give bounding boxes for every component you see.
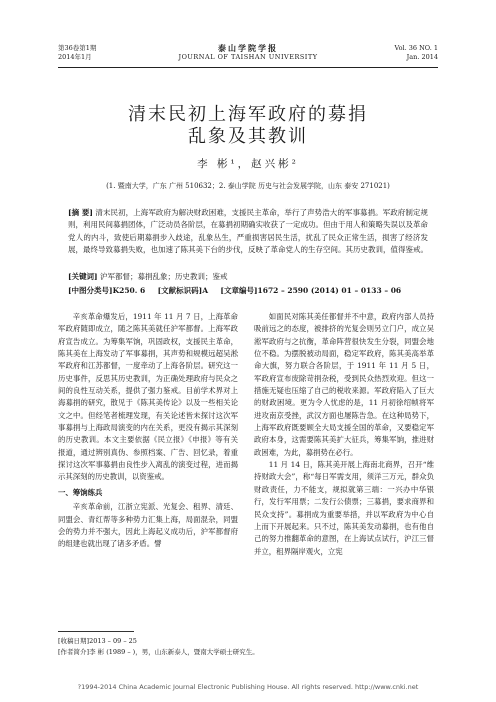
volume-issue-en: Vol. 36 NO. 1	[394, 44, 438, 52]
footnote-rule	[58, 631, 134, 632]
journal-name-cn: 泰山学院学报	[218, 43, 278, 53]
paragraph: 如面民对陈其美任都督并不中意，政府内部人员持吸前远之的态度，被排挤的光复会则另立门户，成立吴淞军政府与之抗衡，革命阵营很快发生分裂，同盟会地位不稳。为摆脱被动局面，稳定军政府，陈其美高举革命大旗，努力联合各阶层，于 1911 年 11 月 5 日，军政府宣布废除苛捐杂税，受到民众热烈欢迎。但这一措施无疑也压缩了自己的税收来源。军政府陷入了巨大的财政困境。更为令人忧虑的是，11 月初徐绍帧将军进攻南京受挫，武汉方面也屡陈告急。在这种局势下，上海军政府既要顾全大局支援全国的革命，又要稳定军政府本身，这需要陈其美扩大征兵，筹集军饷，推进财政困难，为此，募捐势在必行。	[254, 312, 434, 457]
copyright-line: ?1994-2014 China Academic Journal Electronic Publishing House. All rights reserved. http://www.cnki.net	[77, 683, 419, 691]
section-heading: 一、筹饷练兵	[58, 487, 103, 497]
clc-number: [中图分类号]K250. 6	[68, 286, 146, 295]
keywords-label: [关键词]	[68, 272, 98, 281]
footnote-received: [收稿日期]2013 – 09 – 25	[58, 637, 137, 645]
affiliation: (1. 暨南大学，广东 广州 510632；2. 泰山学院 历史与社会发展学院，山东 泰安 271021)	[106, 182, 390, 190]
footnote-author: [作者简介]李 彬 (1989 – )，男，山东新泰人，暨南大学硕士研究生。	[58, 648, 259, 656]
paragraph: 辛亥革命爆发后，1911 年 11 月 7 日，上海革命军政府随即成立，随之陈其美就任沪军都督。上海军政府宣告成立。为筹集军饷，巩固政权，支援民主革命，陈其美在上海发动了军事募捐，其声势和规模远超吴淞军政府和江苏都督，一度牵动了上海各阶层。研究这一历史事件，反思其历史教训，为正确处理政府与民众之间的良性互动关系，提供了强力鉴戒。目前学术界对上海募捐的研究，散见于《陈其美传论》以及一些相关论文之中。但经笔者梳理发现，有关论述皆未探讨这次军事募捐与上海政局演变的内在关系，更没有揭示其深刻的历史教训。本文主要依据《民立报》《申报》等有关报道，通过辨别真伪、参照档案、广告、回忆录，着重探讨这次军事募捐由良性步入离乱的演变过程，进而揭示其深刻的历史教训，以资鉴戒。	[58, 312, 238, 482]
paragraph: 辛亥革命前，江浙立宪派、光复会、租界、清廷、同盟会、青红帮等多种势力汇集上海，局面混杂，同盟会的势力并不强大，因此上海起义成功后，沪军都督府的组建也就出现了诸多矛盾。譬	[58, 502, 238, 549]
article-title	[0, 104, 496, 148]
header-rule	[58, 67, 438, 68]
header-right	[395, 44, 438, 62]
article-number: [文章编号]1672 – 2590 (2014) 01 – 0133 – 06	[220, 286, 402, 295]
date-cn: 2014年1月	[58, 53, 92, 61]
title-line-1: 清末民初上海军政府的募捐	[128, 104, 368, 125]
abstract-text: 清末民初，上海军政府为解决财政困难，支援民主革命，举行了声势浩大的军事募捐。军政府制定规则，利用民间募捐团体，广泛动员各阶层，在募捐初期确实收获了一定成功。但由于用人和策略失误以及革命党人的内斗，致使后期募捐步入歧途，乱象丛生，严重损害居民生活，扰乱了民众正常生活，损害了经济发展，最终导致募捐失败，也加速了陈其美下台的步伐，反映了革命党人的生存空间。其历史教训，值得鉴戒。	[68, 208, 428, 254]
journal-name-en: JOURNAL OF TAISHAN UNIVERSITY	[178, 53, 318, 61]
title-line-2: 乱象及其教训	[188, 126, 308, 147]
classification-line	[68, 285, 428, 297]
keywords-text: 沪军都督；募捐乱象；历史教训；鉴戒	[100, 272, 228, 281]
volume-issue-cn: 第36卷第1期	[58, 44, 97, 52]
abstract	[68, 207, 428, 256]
authors: 李 彬¹，赵兴彬²	[197, 158, 299, 170]
header-center	[58, 44, 438, 62]
date-en: Jan. 2014	[406, 53, 438, 61]
document-code: [文献标识码]A	[157, 286, 209, 295]
left-column	[58, 311, 238, 551]
keywords	[68, 271, 428, 283]
abstract-label: [摘 要]	[68, 208, 93, 217]
right-column	[254, 311, 434, 558]
page-header	[58, 44, 438, 66]
paragraph: 11 月 14 日，陈其美开展上海南北商界，召开“维持财政大会”，称“每日军需支用，须洋三万元，群众负财政责任，力不能支，规拟就第三端：一兴办中华银行，发行军用票；二发行公债票；三募捐，要求商界和民众支持”。募捐成为重要举措，并以军政府为中心自上而下开展起来。只不过，陈其美发动募捐，也有他自己的努力推翻革命的意图，在上海试点试行，沪江三督并立，租界隔岸观火，立宪	[254, 460, 434, 556]
